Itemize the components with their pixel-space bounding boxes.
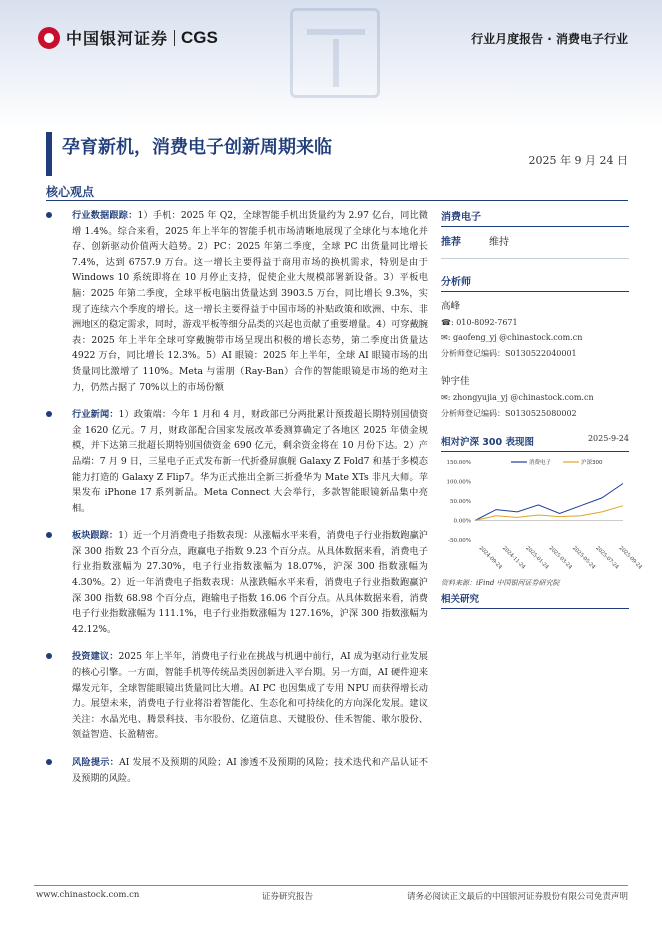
bullet-label: 投资建议： xyxy=(72,651,119,663)
key-points xyxy=(46,208,428,798)
industry-heading: 消费电子 xyxy=(441,208,629,227)
sidebar xyxy=(441,208,629,419)
header-band xyxy=(0,0,662,128)
footer-center: 证券研究报告 xyxy=(262,892,314,902)
x-tick-label: 2025-09-24 xyxy=(617,545,643,571)
legend-label-csi300: 沪深300 xyxy=(581,460,603,466)
chart-heading-row xyxy=(441,434,629,452)
bullet-dot-icon xyxy=(46,759,52,765)
logo-chinese-name: 中国银河证券 xyxy=(66,29,169,48)
chart-title: 相对沪深 300 表现图 xyxy=(441,437,534,448)
chart-source: 资料来源：iFind 中国银河证券研究院 xyxy=(441,579,560,587)
bullet-dot-icon xyxy=(46,212,52,218)
logo-separator xyxy=(174,30,175,46)
logo-mark-icon xyxy=(38,27,60,49)
bullet-text: 1）政策端：今年 1 月和 4 月，财政部已分两批累计预拨超长期特别国债资金 1620 亿元。7 月，财政部配合国家发展改革委测算确定了各地区 2025 年债金规模，并下达第三批超长期特别国债资金 690 亿元，剩余资金将在 10 月份下达。2）产品端：7 月 9 日，三星电子正式发布新一代折叠屏旗舰 Galaxy Z Fold7 和基于多模态能力打造的 Galaxy Z Flip7。华为正式推出全新三折叠华为 Mate XTs 非凡大师。苹果发布 iPhone 17 系列新品。Meta Connect 大会举行，多款智能眼镜新品集中亮相。 xyxy=(72,409,429,514)
series-line-csi300 xyxy=(475,506,623,521)
analyst-registration: 分析师登记编码：S0130522040001 xyxy=(441,349,577,358)
watermark-logo xyxy=(290,8,380,98)
bullet-text: 2025 年上半年，消费电子行业在挑战与机遇中前行，AI 成为驱动行业发展的核心引擎。一方面，智能手机等传统品类因创新进入平台期。另一方面，AI 硬件迎来爆发元年，全球智能眼镜出货量同比大增。AI PC 也因集成了专用 NPU 而获得增长动力。展望未来，消费电子行业将沿着智能化、生态化和可持续化的方向深化发展。建议关注：水晶光电、腾景科技、韦尔股份、亿道信息、天键股份、佳禾智能、歌尔股份、领益智造、长盈精密。 xyxy=(72,651,428,741)
performance-chart xyxy=(441,452,643,576)
bullet-sector-tracking xyxy=(46,528,428,637)
y-tick-label: 100.00% xyxy=(446,479,471,486)
analyst-name: 高峰 xyxy=(441,301,461,312)
chart-date: 2025-9-24 xyxy=(587,434,629,443)
bullet-dot-icon xyxy=(46,411,52,417)
logo-english-name: CGS xyxy=(181,27,218,47)
rating-value: 维持 xyxy=(489,237,509,248)
section-divider xyxy=(46,200,628,201)
x-tick-label: 2025-07-24 xyxy=(594,545,620,571)
analyst-email[interactable]: ✉: zhongyujia_yj @chinastock.com.cn xyxy=(441,393,594,402)
report-type: 行业月度报告 · 消费电子行业 xyxy=(471,32,628,46)
bullet-text: 1）近一个月消费电子指数表现：从涨幅水平来看，消费电子行业指数跑赢沪深 300 指数 23 个百分点，跑赢电子指数 9.23 个百分点。从具体数据来看，消费电子行业指数涨幅为 27.30%，电子行业指数涨幅为 18.07%，沪深 300 指数涨幅为 4.30%。2）近一年消费电子指数表现：从涨跌幅水平来看，消费电子行业指数跑赢沪深 300 指数 68.98 个百分点，跑输电子指数 16.06 个百分点。从具体数据来看，消费电子行业指数涨幅为 111.1%，电子行业指数涨幅为 127.16%，沪深 300 指数涨幅为 42.12%。 xyxy=(72,530,428,635)
analyst-name: 钟宇佳 xyxy=(441,376,470,387)
bullet-text: 1）手机：2025 年 Q2，全球智能手机出货量约为 2.97 亿台，同比微增 1.4%。综合来看，2025 年上半年的智能手机市场清晰地展现了全球化与本地化并存、创新驱动价值两大趋势。2）PC：2025 年第二季度，全球 PC 出货量同比增长 7.4%，达到 6757.9 万台。这一增长主要得益于商用市场的换机需求，特别是由于 Windows 10 系统即将在 10 月停止支持，促使企业大规模部署新设备。3）平板电脑：2025 年第二季度，全球平板电脑出货量达到 3903.5 万台，同比增长 9.3%，实现了连续六个季度的增长。这一增长主要得益于中国市场的补贴政策和欧洲、中东、非洲地区的稳定需求，同时，游戏平板等细分品类的兴起也贡献了重要增量。4）可穿戴腕表：2025 年上半年全球可穿戴腕带市场呈现出积极的增长态势，第二季度出货量达 4922 万台，同比增长 12.3%。5）AI 眼镜：2025 年上半年，全球 AI 眼镜市场的出货量同比激增了 110%。Meta 与雷朋（Ray-Ban）合作的智能眼镜是市场的绝对主力，仍然占据了 70%以上的市场份额 xyxy=(72,210,428,393)
analyst-email[interactable]: ✉: gaofeng_yj @chinastock.com.cn xyxy=(441,333,583,342)
x-tick-label: 2024-09-24 xyxy=(477,545,503,571)
bullet-label: 风险提示： xyxy=(72,757,120,768)
x-tick-label: 2024-11-24 xyxy=(500,545,527,571)
footer-website[interactable]: www.chinastock.com.cn xyxy=(36,890,140,900)
report-title: 孕育新机，消费电子创新周期来临 xyxy=(62,137,332,158)
footer-disclaimer: 请务必阅读正文最后的中国银河证券股份有限公司免责声明 xyxy=(406,892,628,902)
footer-divider xyxy=(34,885,628,886)
bullet-industry-news xyxy=(46,407,428,516)
report-date: 2025 年 9 月 24 日 xyxy=(528,154,628,167)
rating-row xyxy=(441,233,629,259)
series-line-consumer-electronics xyxy=(475,484,623,521)
related-research-heading: 相关研究 xyxy=(441,591,629,609)
bullet-label: 行业数据跟踪： xyxy=(72,210,138,221)
rating-label: 推荐 xyxy=(441,237,461,248)
y-tick-label: -50.00% xyxy=(448,538,471,544)
analyst-registration: 分析师登记编码：S0130525080002 xyxy=(441,409,577,418)
x-tick-label: 2025-05-24 xyxy=(570,545,597,571)
y-tick-label: 150.00% xyxy=(446,460,471,466)
bullet-data-tracking xyxy=(46,208,428,395)
company-logo xyxy=(38,26,218,49)
analyst-phone: ☎: 010-8092-7671 xyxy=(441,318,518,327)
bullet-label: 板块跟踪： xyxy=(72,530,119,542)
y-tick-label: 0.00% xyxy=(453,518,471,525)
bullet-investment-advice xyxy=(46,649,428,743)
x-tick-label: 2025-03-24 xyxy=(547,545,573,571)
analyst-heading: 分析师 xyxy=(441,273,629,292)
legend-label-consumer-electronics: 消费电子 xyxy=(529,460,552,466)
bullet-dot-icon xyxy=(46,532,52,538)
bullet-risk-warning xyxy=(46,755,428,786)
bullet-label: 行业新闻： xyxy=(72,409,119,421)
bullet-text: AI 发展不及预期的风险；AI 渗透不及预期的风险；技术迭代和产品认证不及预期的风险。 xyxy=(72,757,428,784)
bullet-dot-icon xyxy=(46,653,52,659)
title-accent-bar xyxy=(46,132,52,176)
x-tick-label: 2025-01-24 xyxy=(524,545,550,571)
y-tick-label: 50.00% xyxy=(450,499,471,505)
section-heading: 核心观点 xyxy=(46,185,95,199)
